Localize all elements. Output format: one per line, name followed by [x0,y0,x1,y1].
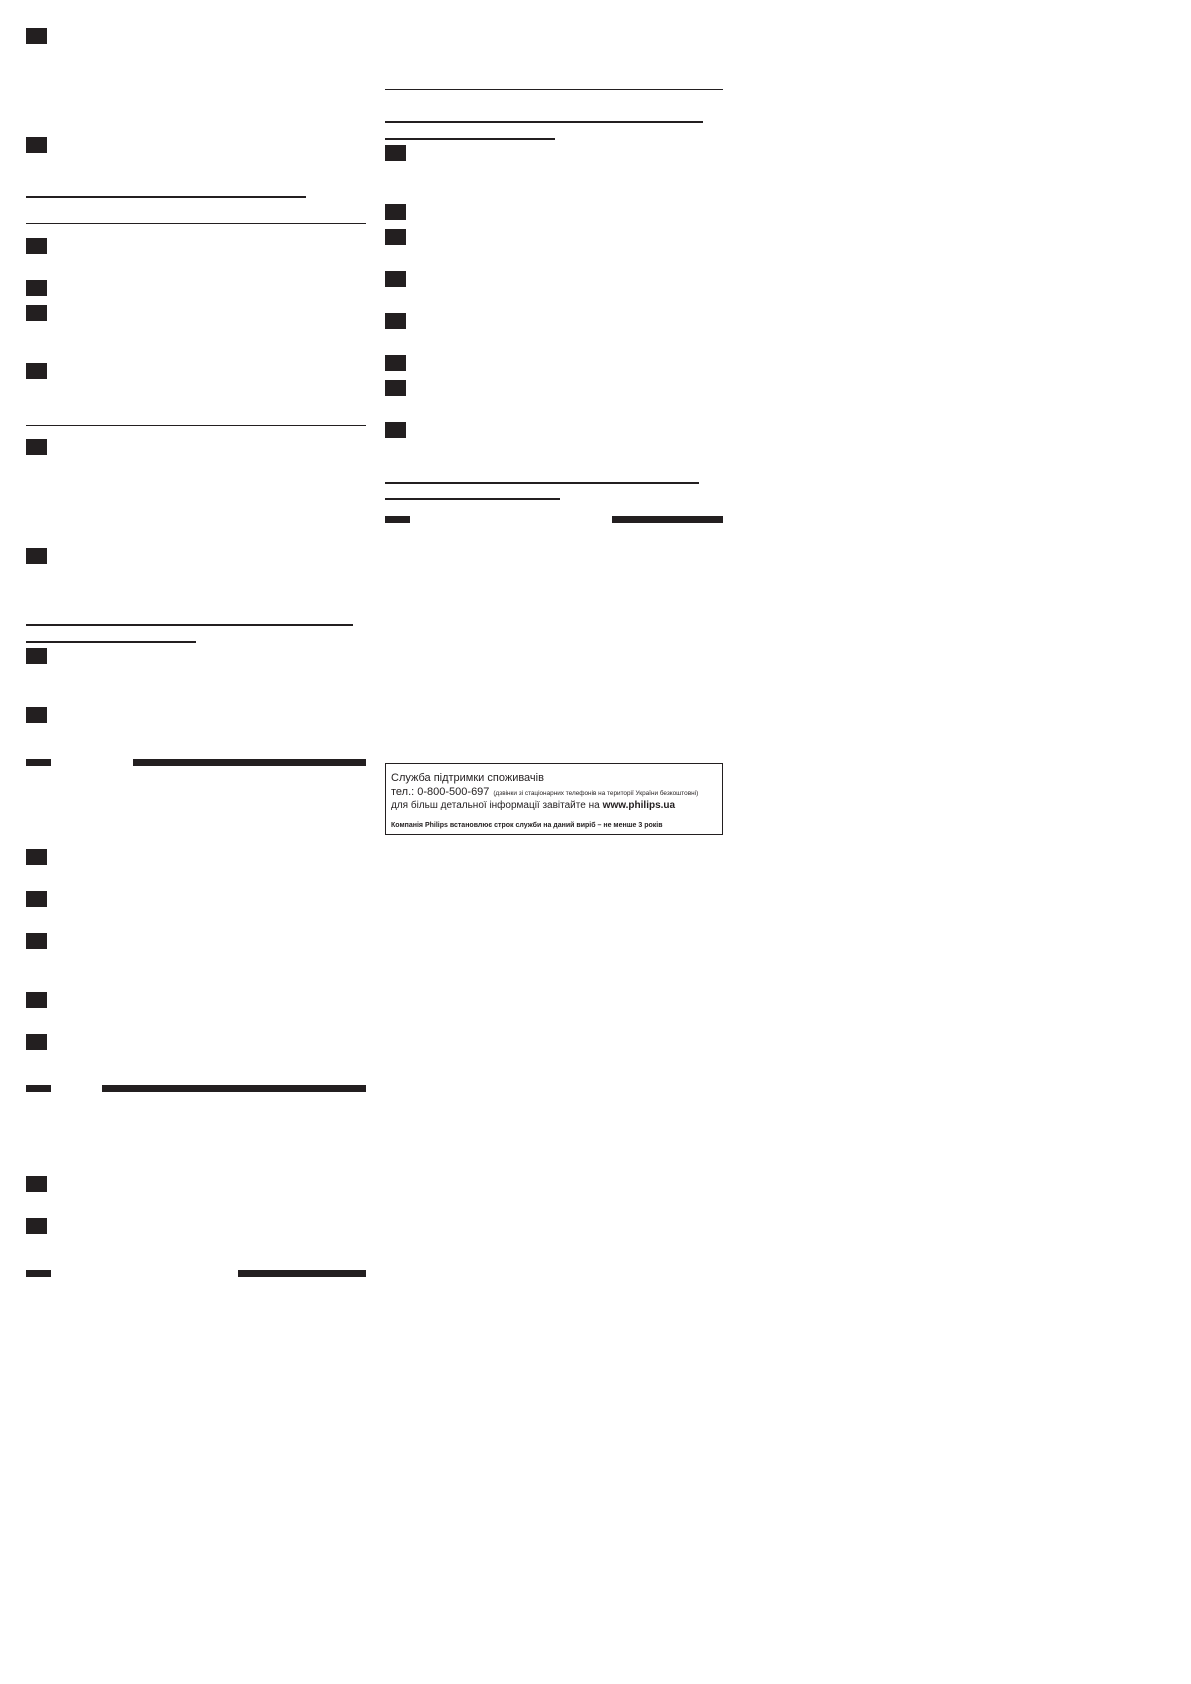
service-life-note: Компанія Philips встановлює строк служби на даний виріб – не менше 3 років [391,822,663,829]
step-marker [385,271,406,287]
section-heading-rule [385,121,703,123]
heading-bar-long [612,516,723,523]
step-marker [385,313,406,329]
support-phone: тел.: 0-800-500-697 [391,786,490,798]
support-website: www.philips.ua [602,800,676,811]
support-info-text: для більш детальної інформації завітайте на [391,800,600,811]
step-marker [385,355,406,371]
step-marker [385,380,406,396]
heading-bar-short [385,516,410,523]
support-phone-line [391,786,698,800]
step-marker [385,229,406,245]
support-phone-note: (дзвінки зі стаціонарних телефонів на території України безкоштовні) [493,790,699,797]
consumer-support-box [385,763,723,835]
step-marker [385,422,406,438]
section-heading-rule [385,498,560,500]
support-info-line [391,800,675,812]
step-marker [385,145,406,161]
step-marker [385,204,406,220]
section-heading-rule [385,482,699,484]
section-heading-rule [385,138,555,140]
support-title: Служба підтримки споживачів [391,772,544,784]
section-rule [385,89,723,90]
